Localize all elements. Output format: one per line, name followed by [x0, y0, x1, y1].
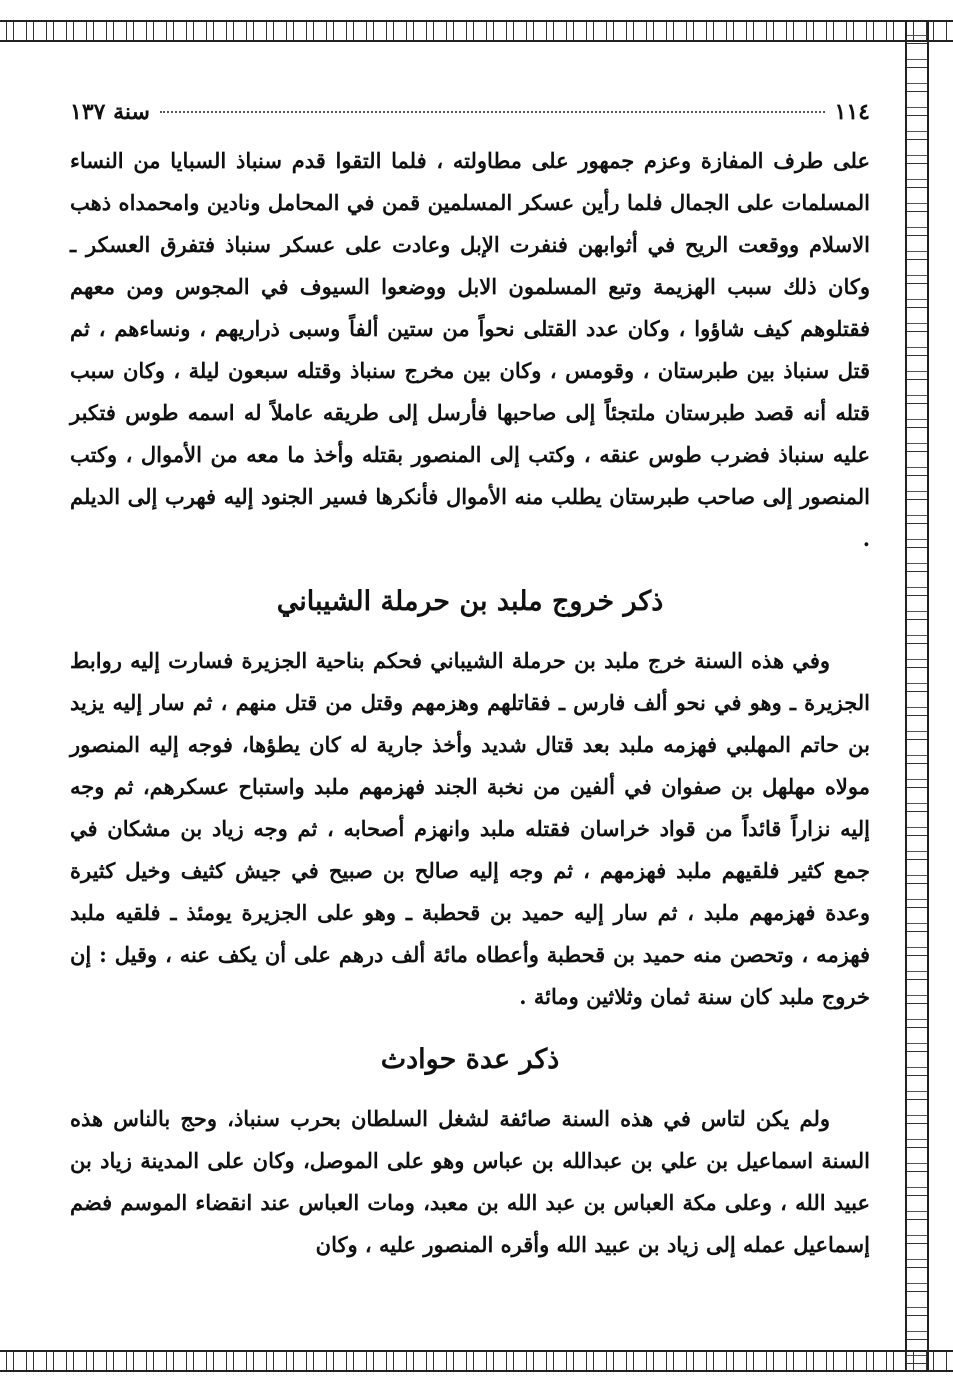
top-ornamental-border — [0, 20, 953, 42]
header-dotted-leader — [160, 111, 825, 113]
section-heading-mulabbad: ذكر خروج ملبد بن حرملة الشيباني — [276, 586, 664, 617]
events-paragraph: ولم يكن لتاس في هذه السنة صائفة لشغل السلطان بحرب سنباذ، وحج بالناس هذه السنة اسماعيل بن علي بن عبدالله بن عباس وهو على الموصل، وكان على المدينة زياد بن عبيد الله ، وعلى مكة العباس بن عبد الله بن معبد، ومات العباس عند انقضاء الموسم فضم إسماعيل عمله إلى زياد بن عبيد الله وأقره المنصور عليه ، وكان — [70, 1106, 870, 1257]
page-number: ١١٤ — [834, 99, 870, 125]
mulabbad-paragraph: وفي هذه السنة خرج ملبد بن حرملة الشيباني فحكم بناحية الجزيرة فسارت إليه روابط الجزيرة ـ وهو في نحو ألف فارس ـ فقاتلهم وهزمهم وقتل من قتل منهم ، ثم سار إليه يزيد بن حاتم المهلبي فهزمه ملبد بعد قتال شديد وأخذ جارية له كان يطؤها، فوجه إليه المنصور مولاه مهلهل بن صفوان في ألفين من نخبة الجند فهزمهم ملبد واستباح عسكرهم، ثم وجه إليه نزاراً قائداً من قواد خراسان فقتله ملبد وانهزم أصحابه ، ثم وجه زياد بن مشكان في جمع كثير فلقيهم ملبد فهزمهم ، ثم وجه إليه صالح بن صبيح في جيش كثيف وخيل كثيرة وعدة فهزمهم ملبد ، ثم سار إليه حميد بن قحطبة ـ وهو على الجزيرة يومئذ ـ فلقيه ملبد فهزمه ، وتحصن منه حميد بن قحطبة وأعطاه مائة ألف درهم على أن يكف عنه ، وقيل : إن خروج ملبد كان سنة ثمان وثلاثين ومائة . — [70, 648, 870, 1009]
header-year: سنة ١٣٧ — [70, 99, 150, 125]
right-ornamental-border — [905, 20, 929, 1372]
page-content — [70, 92, 870, 1266]
running-header — [70, 92, 870, 132]
intro-paragraph: على طرف المفازة وعزم جمهور على مطاولته ، فلما التقوا قدم سنباذ السبايا من النساء المسلمات على الجمال فلما رأين عسكر المسلمين قمن في المحامل ونادين وامحمداه ذهب الاسلام ووقعت الريح في أثوابهن فنفرت الإبل وعادت على عسكر سنباذ فتفرق العسكر ـ وكان ذلك سبب الهزيمة وتبع المسلمون الابل ووضعوا السيوف في المجوس ومن معهم فقتلوهم كيف شاؤوا ، وكان عدد القتلى نحواً من ستين ألفاً وسبى ذراريهم ، ونساءهم ، ثم قتل سنباذ بين طبرستان ، وقومس ، وكان بين مخرج سنباذ وقتله سبعون ليلة ، وكان سبب قتله أنه قصد طبرستان ملتجئاً إلى صاحبها فأرسل إلى طريقه عاملاً له اسمه طوس فتكبر عليه سنباذ فضرب طوس عنقه ، وكتب إلى المنصور بقتله وأخذ ما معه من الأموال ، وكتب المنصور إلى صاحب طبرستان يطلب منه الأموال فأنكرها فسير الجنود إليه فهرب إلى الديلم . — [70, 148, 871, 551]
section-heading-events: ذكر عدة حوادث — [380, 1044, 560, 1075]
bottom-ornamental-border — [0, 1350, 953, 1372]
